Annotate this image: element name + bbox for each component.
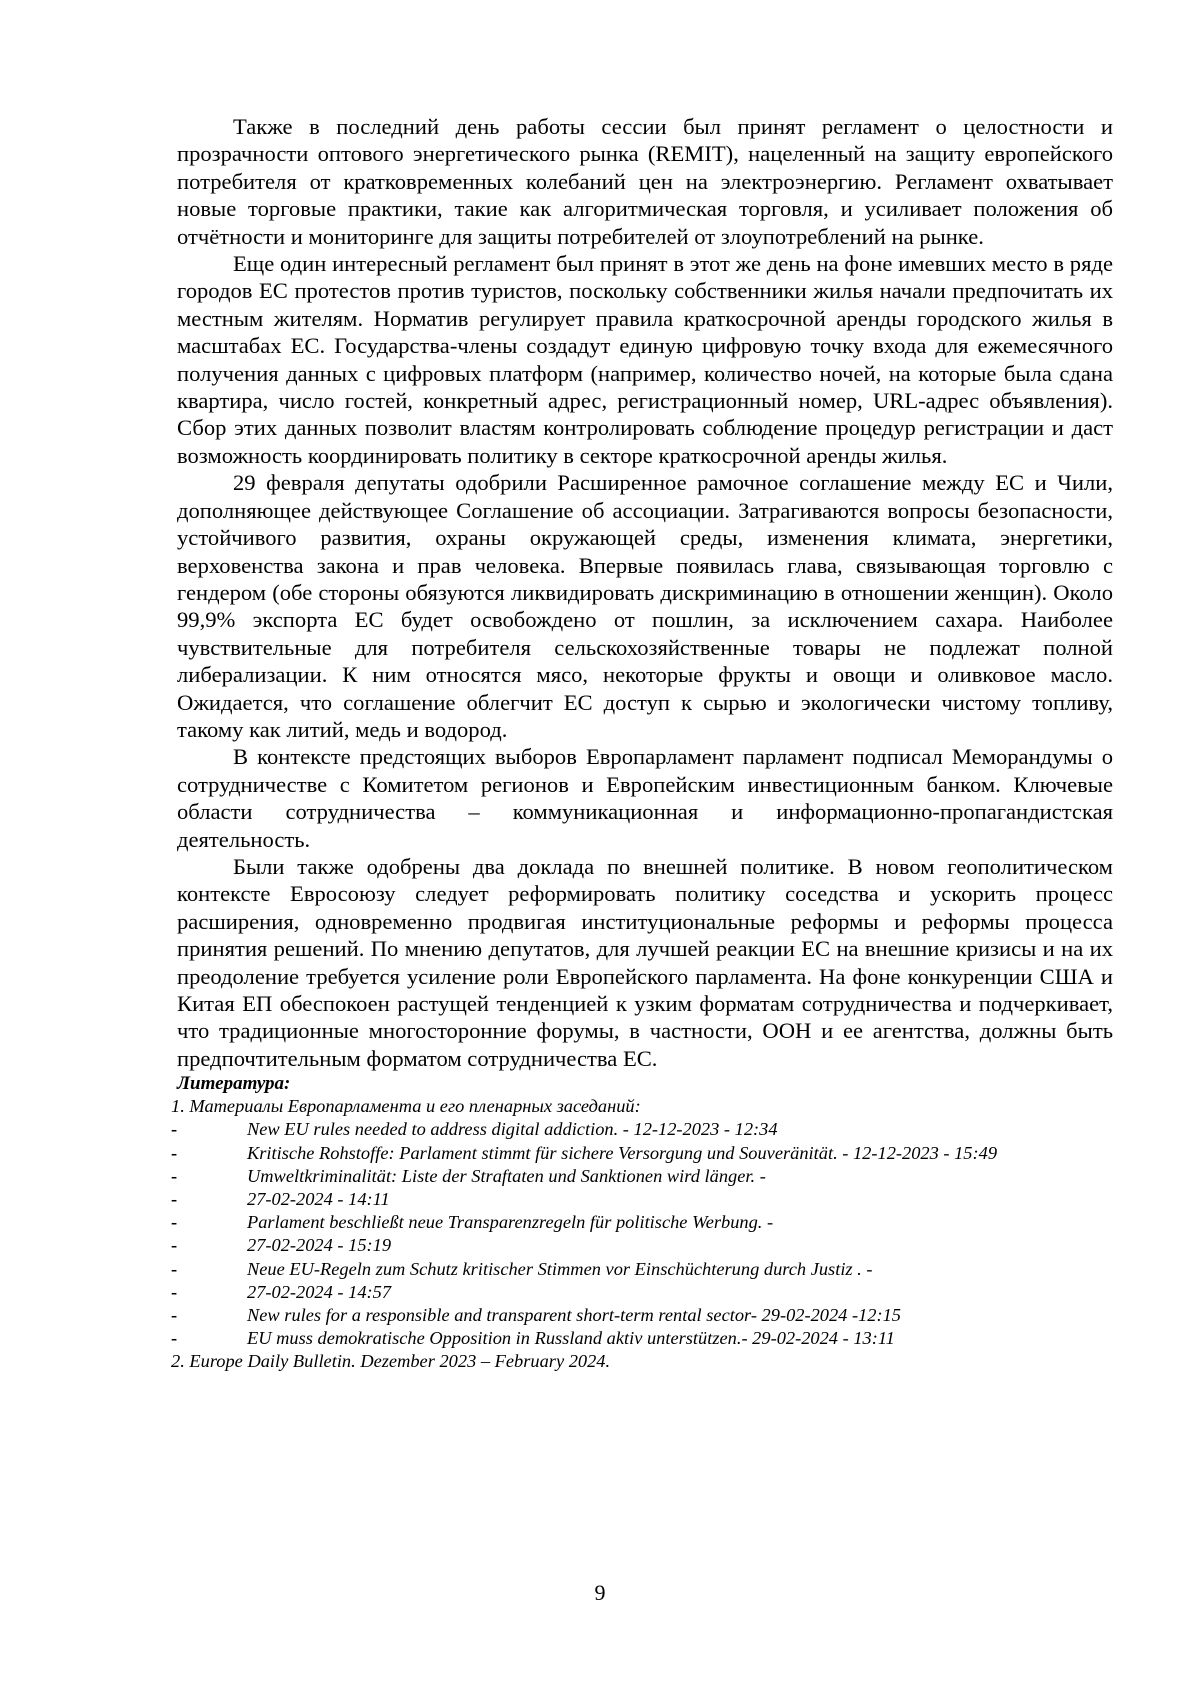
literature-bullet-item [171, 1118, 1113, 1141]
literature-source-1: 1. Материалы Европарламента и его пленарных заседаний: [171, 1096, 641, 1117]
literature-bullet-item [171, 1211, 1113, 1234]
bullet-text: 27-02-2024 - 14:57 [247, 1281, 392, 1302]
body-paragraph: В контексте предстоящих выборов Европарламент парламент подписал Меморандумы о сотрудничестве с Комитетом регионов и Европейским инвестиционным банком. Ключевые области сотрудничества – коммуникационная и информационно-пропагандистская деятельность. [177, 744, 1113, 852]
literature-bullet-item [171, 1188, 1113, 1211]
literature-bullet-item [171, 1327, 1113, 1350]
bullet-dash: - [171, 1165, 178, 1186]
literature-bullet-item [171, 1142, 1113, 1165]
bullet-dash: - [171, 1328, 178, 1349]
literature-source-2: 2. Europe Daily Bulletin. Dezember 2023 – February 2024. [171, 1351, 611, 1372]
bullet-dash: - [171, 1305, 178, 1326]
literature-heading: Литература: [177, 1073, 291, 1095]
bullet-dash: - [171, 1235, 178, 1256]
bullet-text: New EU rules needed to address digital addiction. - 12-12-2023 - 12:34 [247, 1119, 778, 1140]
bullet-text: 27-02-2024 - 15:19 [247, 1235, 392, 1256]
literature-bullet-item [171, 1234, 1113, 1257]
bullet-dash: - [171, 1281, 178, 1302]
bullet-text: Kritische Rohstoffe: Parlament stimmt für sichere Versorgung und Souveränität. - 12-12-2023 - 15:49 [247, 1142, 998, 1163]
body-paragraph: Также в последний день работы сессии был принят регламент о целостности и прозрачности оптового энергетического рынка (REMIT), нацеленный на защиту европейского потребителя от кратковременных колебаний цен на электроэнергию. Регламент охватывает новые торговые практики, такие как алгоритмическая торговля, и усиливает положения об отчётности и мониторинге для защиты потребителей от злоупотреблений на рынке. [177, 114, 1113, 249]
bullet-text: Umweltkriminalität: Liste der Straftaten und Sanktionen wird länger. - [247, 1165, 766, 1186]
literature-bullet-list [171, 1118, 1113, 1350]
page-number: 9 [594, 1580, 606, 1605]
literature-bullet-item [171, 1165, 1113, 1188]
literature-section [171, 1072, 1113, 1373]
literature-bullet-item [171, 1281, 1113, 1304]
bullet-dash: - [171, 1142, 178, 1163]
bullet-text: Neue EU-Regeln zum Schutz kritischer Stimmen vor Einschüchterung durch Justiz . - [247, 1258, 873, 1279]
bullet-text: New rules for a responsible and transparent short-term rental sector- 29-02-2024 -12:15 [247, 1305, 901, 1326]
bullet-text: 27-02-2024 - 14:11 [247, 1189, 390, 1210]
page-content [171, 113, 1113, 1374]
bullet-dash: - [171, 1189, 178, 1210]
bullet-dash: - [171, 1212, 178, 1233]
literature-bullet-item [171, 1258, 1113, 1281]
bullet-dash: - [171, 1258, 178, 1279]
body-paragraph: 29 февраля депутаты одобрили Расширенное рамочное соглашение между ЕС и Чили, дополняющее действующее Соглашение об ассоциации. Затрагиваются вопросы безопасности, устойчивого развития, охраны окружающей среды, изменения климата, энергетики, верховенства закона и прав человека. Впервые появилась глава, связывающая торговлю с гендером (обе стороны обязуются ликвидировать дискриминацию в отношении женщин). Около 99,9% экспорта ЕС будет освобождено от пошлин, за исключением сахара. Наиболее чувствительные для потребителя сельскохозяйственные товары не подлежат полной либерализации. К ним относятся мясо, некоторые фрукты и овощи и оливковое масло. Ожидается, что соглашение облегчит ЕС доступ к сырью и экологически чистому топливу, такому как литий, медь и водород. [177, 470, 1113, 742]
literature-bullet-item [171, 1304, 1113, 1327]
bullet-text: Parlament beschließt neue Transparenzregeln für politische Werbung. - [247, 1212, 774, 1233]
body-paragraph: Еще один интересный регламент был принят в этот же день на фоне имевших место в ряде городов ЕС протестов против туристов, поскольку собственники жилья начали предпочитать их местным жителям. Норматив регулирует правила краткосрочной аренды городского жилья в масштабах ЕС. Государства-члены создадут единую цифровую точку входа для ежемесячного получения данных с цифровых платформ (например, количество ночей, на которые была сдана квартира, число гостей, конкретный адрес, регистрационный номер, URL-адрес объявления). Сбор этих данных позволит властям контролировать соблюдение процедур регистрации и даст возможность координировать политику в секторе краткосрочной аренды жилья. [177, 251, 1113, 468]
body-paragraph: Были также одобрены два доклада по внешней политике. В новом геополитическом контексте Евросоюзу следует реформировать политику соседства и ускорить процесс расширения, одновременно продвигая институциональные реформы и реформы процесса принятия решений. По мнению депутатов, для лучшей реакции ЕС на внешние кризисы и на их преодоление требуется усиление роли Европейского парламента. На фоне конкуренции США и Китая ЕП обеспокоен растущей тенденцией к узким форматам сотрудничества и подчеркивает, что традиционные многосторонние форумы, в частности, ООН и ее агентства, должны быть предпочтительным форматом сотрудничества ЕС. [177, 853, 1113, 1071]
bullet-dash: - [171, 1119, 178, 1140]
bullet-text: EU muss demokratische Opposition in Russland aktiv unterstützen.- 29-02-2024 - 13:11 [247, 1328, 895, 1349]
